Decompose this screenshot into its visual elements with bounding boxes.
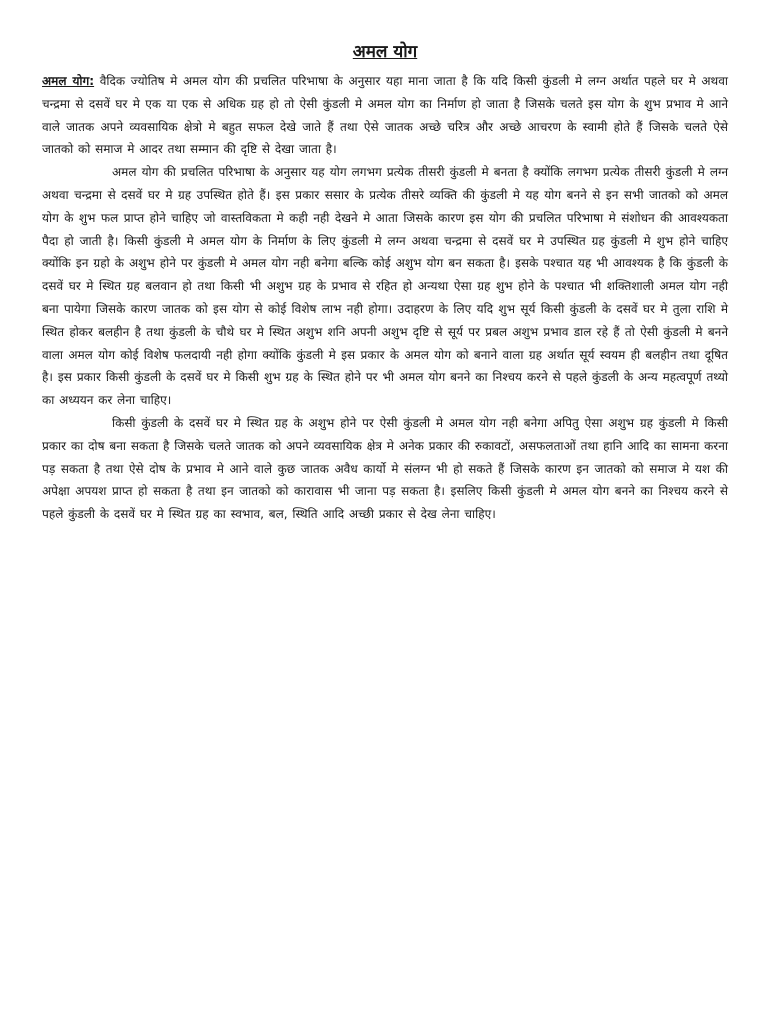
document-title: अमल योग xyxy=(352,42,418,62)
paragraph-1-text: वैदिक ज्योतिष मे अमल योग की प्रचलित परिभाषा के अनुसार यहा माना जाता है कि यदि किसी कुंडली मे लग्न अर्थात पहले घर मे अथवा चन्द्रमा से दसवें घर मे एक या एक से अधिक ग्रह हो तो ऐसी कुंडली मे अमल योग का निर्माण हो जाता है जिसके चलते इस योग के शुभ प्रभाव मे आने वाले जातक अपने व्यवसायिक क्षेत्रो मे बहुत सफल देखे जाते हैं तथा ऐसे जातक अच्छे चरित्र और अच्छे आचरण के स्वामी होते हैं जिसके चलते ऐसे जातको को समाज मे आदर तथा सम्मान की दृष्टि से देखा जाता है। xyxy=(42,74,728,157)
document-page xyxy=(42,40,728,526)
paragraph-3: किसी कुंडली के दसवें घर मे स्थित ग्रह के अशुभ होने पर ऐसी कुंडली मे अमल योग नही बनेगा अपितु ऐसा अशुभ ग्रह कुंडली मे किसी प्रकार का दोष बना सकता है जिसके चलते जातक को अपने व्यवसायिक क्षेत्र मे अनेक प्रकार की रुकावटों, असफलताओं तथा हानि आदि का सामना करना पड़ सकता है तथा ऐसे दोष के प्रभाव मे आने वाले कुछ जातक अवैध कार्यो मे संलग्न भी हो सकते हैं जिसके कारण इन जातको को समाज मे यश की अपेक्षा अपयश प्राप्त हो सकता है तथा इन जातको को कारावास भी जाना पड़ सकता है। इसलिए किसी कुंडली मे अमल योग बनने का निश्चय करने से पहले कुंडली के दसवें घर मे स्थित ग्रह का स्वभाव, बल, स्थिति आदि अच्छी प्रकार से देख लेना चाहिए। xyxy=(42,415,728,522)
paragraph-intro xyxy=(42,70,728,161)
intro-label: अमल योग: xyxy=(42,74,95,88)
paragraph-2: अमल योग की प्रचलित परिभाषा के अनुसार यह योग लगभग प्रत्येक तीसरी कुंडली मे बनता है क्योंकि लगभग प्रत्येक तीसरी कुंडली मे लग्न अथवा चन्द्रमा से दसवें घर मे ग्रह उपस्थित होते हैं। इस प्रकार ससार के प्रत्येक तीसरे व्यक्ति की कुंडली मे यह योग बनने से इन सभी जातको को अमल योग के शुभ फल प्राप्त होने चाहिए जो वास्तविकता मे कही नही देखने मे आता जिसके कारण इस योग की प्रचलित परिभाषा मे संशोधन की आवश्यकता पैदा हो जाती है। किसी कुंडली मे अमल योग के निर्माण के लिए कुंडली मे लग्न अथवा चन्द्रमा से दसवें घर मे उपस्थित ग्रह कुंडली मे शुभ होने चाहिए क्योंकि इन ग्रहो के अशुभ होने पर कुंडली मे अमल योग नही बनेगा बल्कि कोई अशुभ योग बन सकता है। इसके पश्चात यह भी आवश्यक है कि कुंडली के दसवें घर मे स्थित ग्रह बलवान हो तथा किसी भी अशुभ ग्रह के प्रभाव से रहित हो अन्यथा ऐसा ग्रह शुभ होने के पश्चात भी शक्तिशाली अमल योग नही बना पायेगा जिसके कारण जातक को इस योग से कोई विशेष लाभ नही होगा। उदाहरण के लिए यदि शुभ सूर्य किसी कुंडली के दसवें घर मे तुला राशि मे स्थित होकर बलहीन है तथा कुंडली के चौथे घर मे स्थित अशुभ शनि अपनी अशुभ दृष्टि से सूर्य पर प्रबल अशुभ प्रभाव डाल रहे हैं तो ऐसी कुंडली मे बनने वाला अमल योग कोई विशेष फलदायी नही होगा क्योंकि कुंडली मे इस प्रकार के अमल योग को बनाने वाला ग्रह अर्थात सूर्य स्वयम ही बलहीन तथा दूषित है। इस प्रकार किसी कुंडली के दसवें घर मे किसी शुभ ग्रह के स्थित होने पर भी अमल योग बनने का निश्चय करने से पहले कुंडली के अन्य महत्वपूर्ण तथ्यो का अध्ययन कर लेना चाहिए। xyxy=(42,165,728,408)
